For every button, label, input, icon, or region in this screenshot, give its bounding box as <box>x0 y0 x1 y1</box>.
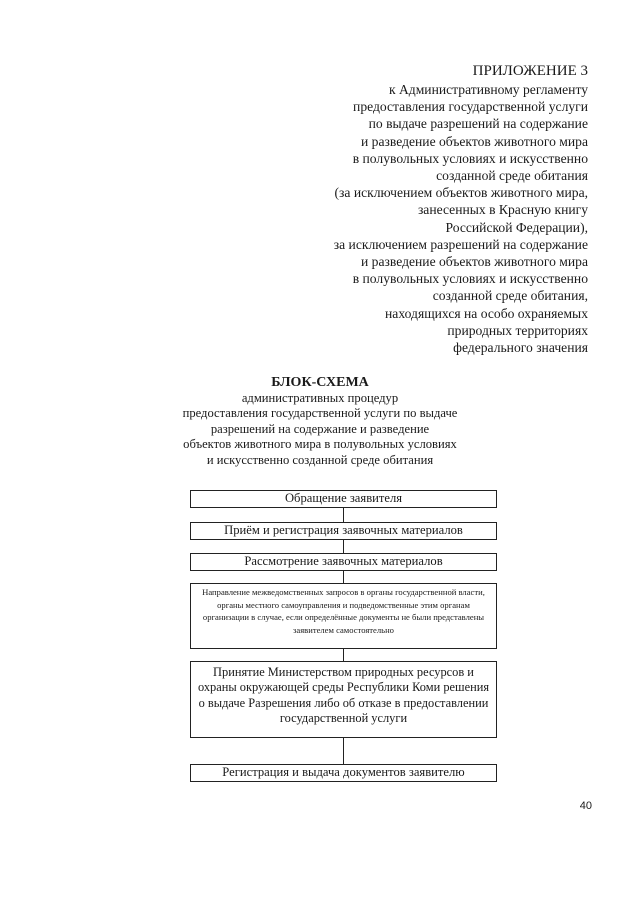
scheme-subtitle-line: объектов животного мира в полувольных условиях <box>183 437 457 452</box>
scheme-subtitle-line: и искусственно созданной среде обитания <box>206 452 434 467</box>
appendix-line: Российской Федерации), <box>445 219 588 235</box>
appendix-line: (за исключением объектов животного мира, <box>334 185 588 201</box>
appendix-line: и разведение объектов животного мира <box>361 254 588 270</box>
flow-connector <box>343 738 344 764</box>
flow-step-ministry-decision: Принятие Министерством природных ресурсов и охраны окружающей среды Республики Коми решения о выдаче Разрешения либо об отказе в предоставлении государственной услуги <box>190 661 497 738</box>
appendix-line: занесенных в Красную книгу <box>417 202 588 218</box>
flow-step-review: Рассмотрение заявочных материалов <box>190 553 497 571</box>
scheme-subtitle-line: административных процедур <box>241 391 399 405</box>
appendix-line: к Административному регламенту <box>388 82 588 97</box>
appendix-line: за исключением разрешений на содержание <box>333 236 588 252</box>
appendix-line: и разведение объектов животного мира <box>361 133 588 149</box>
scheme-subtitle-line: разрешений на содержание и разведение <box>210 421 430 436</box>
page-number: 40 <box>579 800 592 812</box>
flow-step-registration: Приём и регистрация заявочных материалов <box>190 522 497 540</box>
flow-connector <box>343 508 344 522</box>
scheme-subtitle-line: предоставления государственной услуги по выдаче <box>182 406 458 421</box>
appendix-line: федерального значения <box>453 340 588 356</box>
flow-connector <box>343 540 344 553</box>
appendix-line: в полувольных условиях и искусственно <box>352 150 588 166</box>
flow-step-issue-documents: Регистрация и выдача документов заявителю <box>190 764 497 782</box>
appendix-line: созданной среде обитания, <box>432 288 588 304</box>
appendix-line: в полувольных условиях и искусственно <box>352 271 588 287</box>
appendix-line: находящихся на особо охраняемых <box>385 305 588 321</box>
appendix-line: созданной среде обитания <box>436 168 588 184</box>
appendix-line: предоставления государственной услуги <box>353 99 588 115</box>
flow-step-interagency-requests: Направление межведомственных запросов в органы государственной власти, органы местного самоуправления и подведомственные этим органам организации в случае, если определённые документы не были представлены заявителем самостоятельно <box>190 583 497 649</box>
appendix-line: природных территориях <box>447 322 588 338</box>
scheme-title: БЛОК-СХЕМА <box>271 375 369 390</box>
flow-connector <box>343 571 344 583</box>
appendix-heading: ПРИЛОЖЕНИЕ 3 <box>472 63 588 79</box>
flow-step-application: Обращение заявителя <box>190 490 497 508</box>
flow-connector <box>343 649 344 661</box>
appendix-line: по выдаче разрешений на содержание <box>368 116 588 132</box>
